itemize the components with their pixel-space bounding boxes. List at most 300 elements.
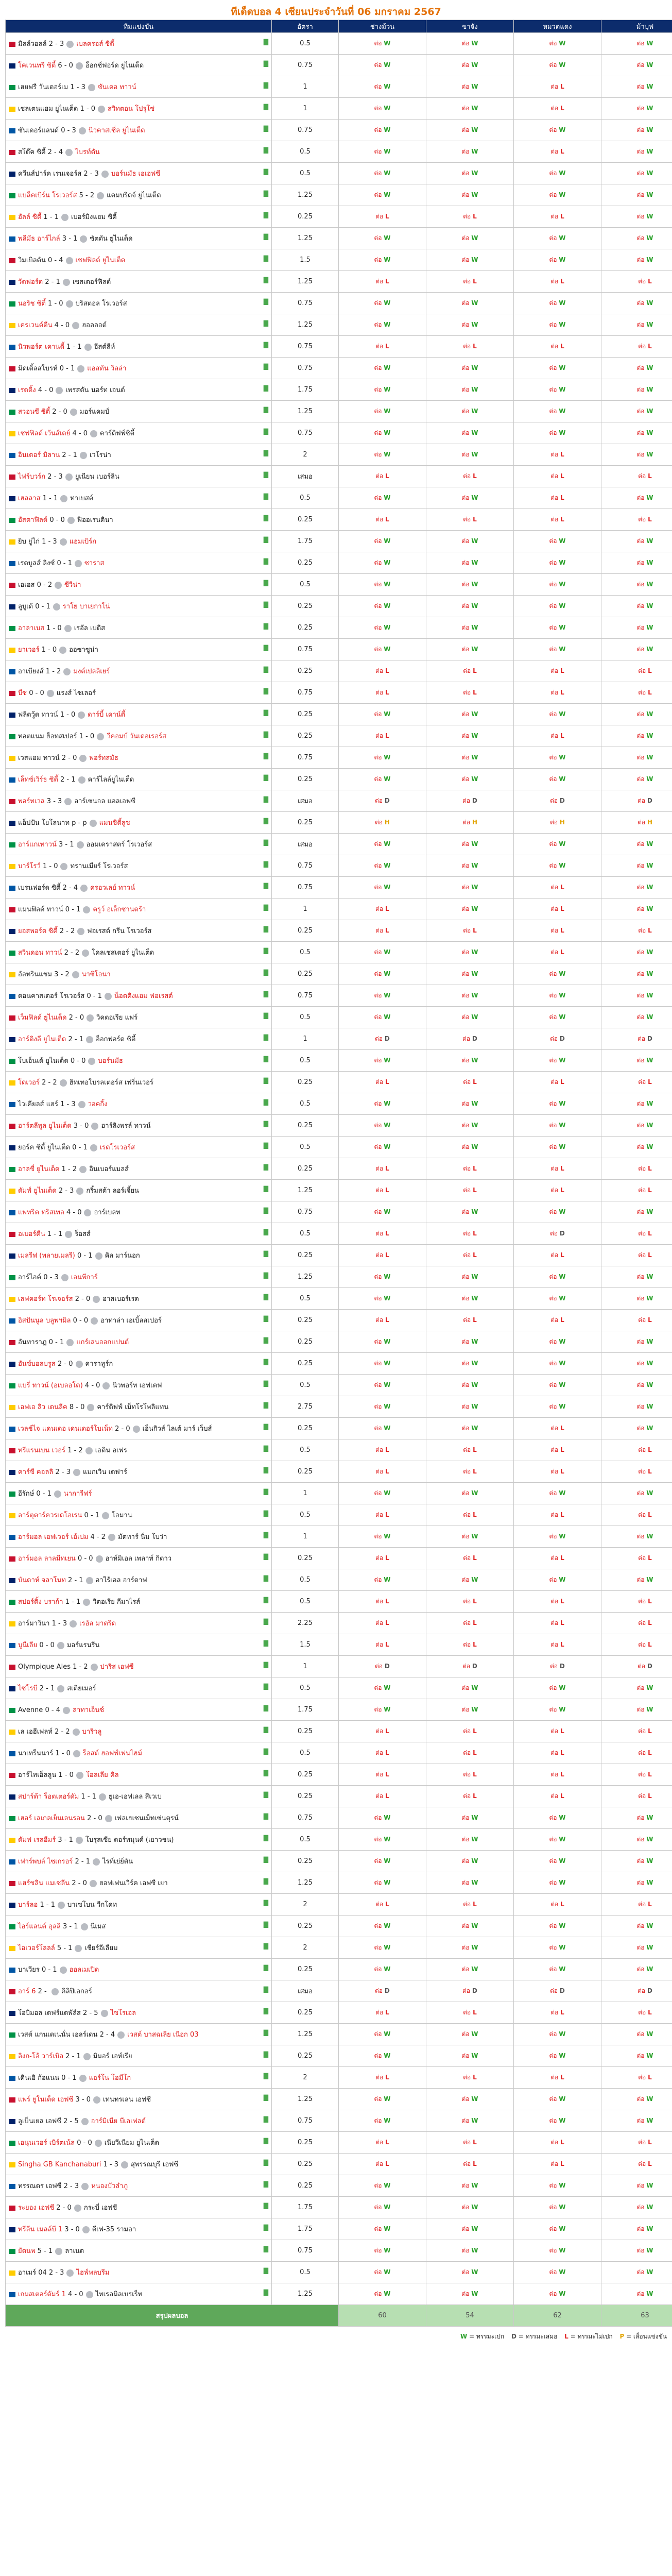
tipster-pick: ต่อ W	[339, 2045, 426, 2067]
tipster-pick: ต่อ L	[426, 509, 514, 531]
stats-chart-icon[interactable]: ▇	[263, 1488, 268, 1495]
away-score: 1	[79, 1036, 84, 1043]
away-team: ออมเคราสตร์ โรเวอร์ส	[86, 841, 152, 849]
stats-chart-icon[interactable]: ▇	[263, 644, 268, 651]
stats-chart-icon[interactable]: ▇	[263, 860, 268, 868]
team-crest-icon	[66, 2269, 74, 2277]
team-crest-icon	[75, 1945, 82, 1952]
pick-result: W	[646, 602, 653, 609]
pick-result: L	[560, 1251, 564, 1259]
pick-result: W	[384, 299, 391, 307]
stats-chart-icon[interactable]: ▇	[263, 103, 268, 110]
pick-result: W	[471, 1489, 478, 1497]
stats-chart-icon[interactable]: ▇	[263, 2224, 268, 2231]
away-score: 1	[47, 1490, 51, 1498]
handicap-rate: 1.25	[272, 2024, 339, 2045]
team-crest-icon	[77, 841, 84, 849]
tipster-pick: ต่อ W	[514, 596, 601, 617]
home-team: ฮัลล์ ซิตี้	[18, 213, 42, 221]
league-flag-icon	[9, 1102, 15, 1107]
stats-chart-icon[interactable]: ▇	[263, 1185, 268, 1192]
pick-result: L	[560, 1792, 564, 1800]
stats-chart-icon[interactable]: ▇	[263, 2180, 268, 2188]
home-score: 2	[61, 754, 66, 762]
stats-chart-icon[interactable]: ▇	[263, 882, 268, 889]
match-cell: เฮอร์ เลเกลเย็นเลนรอน 2 - 0 เฟลเฮเซนเม็ทเซ่นตุรน์ ▇	[6, 1807, 272, 1829]
stats-chart-icon[interactable]: ▇	[263, 557, 268, 565]
league-flag-icon	[9, 1275, 15, 1280]
home-team: ลูบูเด้	[18, 603, 33, 611]
match-cell: ฮัสตาฟิลด์ 0 - 0 ฟิออเรนตินา ▇	[6, 509, 272, 531]
pick-result: W	[384, 1100, 391, 1107]
stats-chart-icon[interactable]: ▇	[263, 449, 268, 456]
summary-total-2: 54	[426, 2305, 514, 2327]
tipster-pick: ต่อ L	[601, 1223, 672, 1245]
stats-chart-icon[interactable]: ▇	[263, 839, 268, 846]
pick-result: W	[559, 364, 566, 371]
tipster-pick: ต่อ L	[339, 1245, 426, 1266]
league-flag-icon	[9, 1059, 15, 1064]
league-flag-icon	[9, 1297, 15, 1302]
stats-chart-icon[interactable]: ▇	[263, 471, 268, 478]
away-team: หนองบัวลำภู	[91, 2182, 128, 2190]
away-team: โอมาน	[112, 1512, 132, 1519]
stats-chart-icon[interactable]: ▇	[263, 2267, 268, 2274]
pick-result: W	[559, 2052, 566, 2059]
tipster-pick: ต่อ W	[426, 1093, 514, 1115]
pick-result: L	[473, 516, 477, 523]
tipster-pick: ต่อ L	[514, 206, 601, 228]
match-cell: เดินเอิ ก้อแนน 0 - 1 แอร์โน โฮมีโก ▇	[6, 2067, 272, 2089]
team-crest-icon	[77, 928, 84, 935]
pick-result: W	[384, 948, 391, 956]
home-score: 2	[42, 1079, 46, 1087]
away-score: 0	[91, 105, 96, 113]
pick-result: L	[648, 343, 652, 350]
pick-result: L	[385, 1165, 389, 1172]
tipster-pick: ต่อ L	[601, 1742, 672, 1764]
pick-result: W	[646, 1814, 653, 1821]
stats-chart-icon[interactable]: ▇	[263, 622, 268, 630]
stats-chart-icon[interactable]: ▇	[263, 536, 268, 543]
tipster-pick: ต่อ W	[426, 184, 514, 206]
stats-chart-icon[interactable]: ▇	[263, 1207, 268, 1214]
stats-chart-icon[interactable]: ▇	[263, 925, 268, 933]
stats-chart-icon[interactable]: ▇	[263, 146, 268, 154]
stats-chart-icon[interactable]: ▇	[263, 817, 268, 824]
stats-chart-icon[interactable]: ▇	[263, 1877, 268, 1885]
table-row	[6, 1050, 672, 1072]
stats-chart-icon[interactable]: ▇	[263, 363, 268, 370]
away-team: คาร์ดิฟฟ์ เม็ทโรโพลิแทน	[97, 1403, 169, 1411]
stats-chart-icon[interactable]: ▇	[263, 1942, 268, 1950]
stats-chart-icon[interactable]: ▇	[263, 233, 268, 240]
stats-chart-icon[interactable]: ▇	[263, 341, 268, 348]
tipster-pick: ต่อ W	[339, 2240, 426, 2262]
stats-chart-icon[interactable]: ▇	[263, 319, 268, 327]
away-team: เชียร์อีเลียม	[84, 1944, 118, 1952]
stats-chart-icon[interactable]: ▇	[263, 1921, 268, 1928]
team-crest-icon	[101, 2010, 108, 2017]
pick-result: W	[471, 126, 478, 133]
team-crest-icon	[76, 1188, 83, 1195]
tipster-pick: ต่อ W	[601, 55, 672, 76]
away-team: ครูว์ อเล็กซานดร้า	[93, 906, 146, 913]
away-team: เรดโรเวอร์ส	[99, 1144, 135, 1151]
stats-chart-icon[interactable]: ▇	[263, 774, 268, 781]
tipster-pick: ต่อ L	[514, 2002, 601, 2024]
tipster-pick: ต่อ L	[339, 271, 426, 293]
team-crest-icon	[84, 344, 92, 351]
team-crest-icon	[76, 1361, 83, 1368]
stats-chart-icon[interactable]: ▇	[263, 947, 268, 954]
stats-chart-icon[interactable]: ▇	[263, 1163, 268, 1171]
match-cell: เล เอฮีเฟลท์ 2 - 2 บาริวลู ▇	[6, 1721, 272, 1742]
stats-chart-icon[interactable]: ▇	[263, 211, 268, 218]
pick-result: W	[471, 1122, 478, 1129]
handicap-rate: 0.25	[272, 1786, 339, 1807]
home-score: 1	[80, 105, 84, 113]
stats-chart-icon[interactable]: ▇	[263, 2029, 268, 2036]
table-row	[6, 2067, 672, 2089]
stats-chart-icon[interactable]: ▇	[263, 1748, 268, 1755]
stats-chart-icon[interactable]: ▇	[263, 38, 268, 45]
tipster-pick: ต่อ L	[514, 1742, 601, 1764]
pick-result: W	[646, 1360, 653, 1367]
tipster-pick: ต่อ L	[514, 899, 601, 920]
tipster-pick: ต่อ W	[339, 1829, 426, 1851]
stats-chart-icon[interactable]: ▇	[263, 1812, 268, 1820]
stats-chart-icon[interactable]: ▇	[263, 990, 268, 997]
stats-chart-icon[interactable]: ▇	[263, 406, 268, 413]
away-score: 1	[92, 1793, 96, 1801]
tipster-pick: ต่อ W	[426, 379, 514, 401]
tipster-pick: ต่อ L	[426, 1310, 514, 1331]
tipster-pick: ต่อ W	[339, 531, 426, 552]
stats-chart-icon[interactable]: ▇	[263, 2137, 268, 2144]
pick-result: W	[384, 862, 391, 869]
stats-chart-icon[interactable]: ▇	[263, 1466, 268, 1473]
table-row	[6, 184, 672, 206]
league-flag-icon	[9, 799, 15, 804]
stats-chart-icon[interactable]: ▇	[263, 1033, 268, 1041]
away-score: 0	[77, 1209, 82, 1216]
pick-result: W	[559, 775, 566, 783]
away-team: แมกเวิน เดฟาร์	[83, 1468, 128, 1476]
tipster-pick: ต่อ W	[601, 1483, 672, 1504]
handicap-rate: 0.75	[272, 985, 339, 1007]
away-team: มิมอร์ เอท์เรีย	[93, 2053, 132, 2060]
stats-chart-icon[interactable]: ▇	[263, 1012, 268, 1019]
stats-chart-icon[interactable]: ▇	[263, 1791, 268, 1798]
stats-chart-icon[interactable]: ▇	[263, 276, 268, 283]
tipster-pick: ต่อ W	[339, 1288, 426, 1310]
league-flag-icon	[9, 2011, 15, 2016]
home-team: เล็ทช์เวิร์ธ ซิตี้	[18, 776, 58, 784]
table-row	[6, 1137, 672, 1158]
stats-chart-icon[interactable]: ▇	[263, 1315, 268, 1322]
match-cell: แพทริค ทริสเทล 4 - 0 อาร์เบลท ▇	[6, 1201, 272, 1223]
stats-chart-icon[interactable]: ▇	[263, 1769, 268, 1776]
tipster-pick: ต่อ W	[601, 1807, 672, 1829]
stats-chart-icon[interactable]: ▇	[263, 795, 268, 803]
home-team: บาร์โรว์	[18, 862, 41, 870]
stats-chart-icon[interactable]: ▇	[263, 1726, 268, 1733]
match-cell: Avenne 0 - 4 ลาทาเอ็นซ์ ▇	[6, 1699, 272, 1721]
pick-result: W	[384, 1489, 391, 1497]
home-team: เลฟคอร์ท โรเจอร์ส	[18, 1295, 73, 1303]
tipster-pick: ต่อ W	[339, 1266, 426, 1288]
tipster-pick: ต่อ W	[426, 1115, 514, 1137]
stats-chart-icon[interactable]: ▇	[263, 125, 268, 132]
team-crest-icon	[60, 1967, 67, 1974]
handicap-rate: 0.75	[272, 639, 339, 660]
pick-result: W	[559, 646, 566, 653]
tipster-pick: ต่อ W	[514, 1872, 601, 1894]
handicap-rate: 0.75	[272, 422, 339, 444]
team-crest-icon	[75, 560, 82, 567]
league-flag-icon	[9, 345, 15, 350]
tipster-pick: ต่อ W	[514, 228, 601, 249]
stats-chart-icon[interactable]: ▇	[263, 514, 268, 521]
stats-chart-icon[interactable]: ▇	[263, 904, 268, 911]
tipster-pick: ต่อ W	[426, 2218, 514, 2240]
stats-chart-icon[interactable]: ▇	[263, 1142, 268, 1149]
away-team: ฟอเรสต์ กรีน โรเวอร์ส	[87, 927, 152, 935]
stats-chart-icon[interactable]: ▇	[263, 1293, 268, 1300]
home-team: ไวเคียลส์ แฮร์	[18, 1100, 58, 1108]
stats-chart-icon[interactable]: ▇	[263, 60, 268, 67]
stats-chart-icon[interactable]: ▇	[263, 2159, 268, 2166]
stats-chart-icon[interactable]: ▇	[263, 190, 268, 197]
pick-result: W	[384, 710, 391, 718]
tipster-pick: ต่อ W	[426, 358, 514, 379]
stats-chart-icon[interactable]: ▇	[263, 1077, 268, 1084]
league-flag-icon	[9, 2292, 15, 2297]
stats-chart-icon[interactable]: ▇	[263, 2289, 268, 2296]
tipster-pick: ต่อ L	[514, 1072, 601, 1093]
league-flag-icon	[9, 1513, 15, 1518]
home-score: 1	[81, 1793, 85, 1801]
stats-chart-icon[interactable]: ▇	[263, 1704, 268, 1711]
stats-chart-icon[interactable]: ▇	[263, 2245, 268, 2252]
away-team: แฮมเบิร์ก	[69, 538, 97, 546]
stats-chart-icon[interactable]: ▇	[263, 1964, 268, 1971]
league-flag-icon	[9, 583, 15, 588]
pick-result: W	[646, 1403, 653, 1410]
home-team: มิลล์วอลล์	[18, 40, 47, 48]
stats-chart-icon[interactable]: ▇	[263, 579, 268, 586]
stats-chart-icon[interactable]: ▇	[263, 1683, 268, 1690]
tipster-pick: ต่อ L	[426, 1634, 514, 1656]
league-flag-icon	[9, 691, 15, 696]
handicap-rate: 0.5	[272, 1829, 339, 1851]
stats-chart-icon[interactable]: ▇	[263, 1098, 268, 1106]
home-score: 2	[52, 408, 57, 416]
tipster-pick: ต่อ W	[514, 2262, 601, 2283]
table-row	[6, 682, 672, 704]
match-cell: อาร์ดิงลี ยูไนเต็ด 2 - 1 อ็อกฟอร์ด ซิตี้ ▇	[6, 1028, 272, 1050]
pick-result: L	[560, 148, 564, 155]
pick-result: L	[560, 884, 564, 891]
table-row	[6, 1180, 672, 1201]
stats-chart-icon[interactable]: ▇	[263, 493, 268, 500]
tipster-pick: ต่อ L	[339, 2002, 426, 2024]
pick-result: W	[471, 191, 478, 198]
stats-chart-icon[interactable]: ▇	[263, 1358, 268, 1365]
pick-result: W	[559, 1489, 566, 1497]
tipster-pick: ต่อ W	[514, 1829, 601, 1851]
stats-chart-icon[interactable]: ▇	[263, 1834, 268, 1841]
pick-result: W	[384, 408, 391, 415]
stats-chart-icon[interactable]: ▇	[263, 1639, 268, 1647]
stats-chart-icon[interactable]: ▇	[263, 2007, 268, 2014]
stats-chart-icon[interactable]: ▇	[263, 1120, 268, 1127]
stats-chart-icon[interactable]: ▇	[263, 1336, 268, 1344]
pick-result: L	[560, 2139, 564, 2146]
tipster-pick: ต่อ H	[514, 812, 601, 834]
stats-chart-icon[interactable]: ▇	[263, 1618, 268, 1625]
tipster-pick: ต่อ D	[514, 790, 601, 812]
table-row	[6, 33, 672, 55]
stats-chart-icon[interactable]: ▇	[263, 168, 268, 175]
pick-result: L	[648, 2160, 652, 2167]
pick-result: W	[384, 1273, 391, 1280]
match-cell: ไซโรบี 2 - 1 สเตียเมอร์ ▇	[6, 1677, 272, 1699]
tipster-pick: ต่อ W	[339, 1115, 426, 1137]
stats-chart-icon[interactable]: ▇	[263, 2202, 268, 2209]
stats-chart-icon[interactable]: ▇	[263, 1899, 268, 1906]
tipster-pick: ต่อ L	[601, 1764, 672, 1786]
stats-chart-icon[interactable]: ▇	[263, 1272, 268, 1279]
pick-result: L	[473, 2009, 477, 2016]
stats-chart-icon[interactable]: ▇	[263, 1510, 268, 1517]
stats-chart-icon[interactable]: ▇	[263, 709, 268, 716]
home-team: เฮอร์ เลเกลเย็นเลนรอน	[18, 1815, 85, 1822]
stats-chart-icon[interactable]: ▇	[263, 1531, 268, 1538]
away-score: 3	[74, 2182, 79, 2190]
match-cell: ทรีแรนเบน เวอร์ 1 - 2 เอดิน อเฟร ▇	[6, 1439, 272, 1461]
table-row	[6, 1851, 672, 1872]
pick-result: W	[384, 840, 391, 848]
team-crest-icon	[95, 2140, 102, 2147]
match-cell: ยอสพอร์ต ซิตี้ 2 - 2 ฟอเรสต์ กรีน โรเวอร์ส ▇	[6, 920, 272, 942]
tipster-pick: ต่อ W	[339, 379, 426, 401]
stats-chart-icon[interactable]: ▇	[263, 1553, 268, 1560]
stats-chart-icon[interactable]: ▇	[263, 1856, 268, 1863]
pick-result: W	[471, 1814, 478, 1821]
tipster-pick: ต่อ W	[601, 1526, 672, 1548]
league-flag-icon	[9, 2206, 15, 2211]
pick-result: W	[471, 1208, 478, 1215]
tipster-pick: ต่อ W	[514, 747, 601, 769]
tipster-pick: ต่อ L	[426, 1764, 514, 1786]
stats-chart-icon[interactable]: ▇	[263, 601, 268, 608]
stats-chart-icon[interactable]: ▇	[263, 2094, 268, 2101]
match-cell: อาร์มอล เอฟเวอร์ เฮ้เปม 4 - 2 มัตทาร์ นิ่ม โบว่า ▇	[6, 1526, 272, 1548]
stats-chart-icon[interactable]: ▇	[263, 1596, 268, 1603]
away-score: 1	[46, 603, 50, 611]
stats-chart-icon[interactable]: ▇	[263, 298, 268, 305]
pick-result: W	[384, 1013, 391, 1021]
stats-chart-icon[interactable]: ▇	[263, 255, 268, 262]
pick-result: W	[646, 646, 653, 653]
stats-chart-icon[interactable]: ▇	[263, 1574, 268, 1582]
tipster-pick: ต่อ W	[426, 552, 514, 574]
table-row	[6, 1266, 672, 1288]
pick-result: W	[646, 1122, 653, 1129]
stats-chart-icon[interactable]: ▇	[263, 1986, 268, 1993]
table-row	[6, 725, 672, 747]
home-score: 1	[60, 1100, 65, 1108]
stats-chart-icon[interactable]: ▇	[263, 1661, 268, 1668]
handicap-rate: 1.25	[272, 271, 339, 293]
stats-chart-icon[interactable]: ▇	[263, 81, 268, 89]
stats-chart-icon[interactable]: ▇	[263, 2072, 268, 2079]
tipster-pick: ต่อ W	[601, 834, 672, 855]
pick-result: W	[559, 1879, 566, 1886]
stats-chart-icon[interactable]: ▇	[263, 428, 268, 435]
home-score: 2	[57, 1360, 62, 1368]
team-crest-icon	[54, 1490, 61, 1498]
handicap-rate: 0.75	[272, 293, 339, 314]
stats-chart-icon[interactable]: ▇	[263, 969, 268, 976]
tipster-pick: ต่อ L	[514, 942, 601, 963]
tipster-pick: ต่อ W	[426, 1050, 514, 1072]
stats-chart-icon[interactable]: ▇	[263, 1445, 268, 1452]
away-team: ซาราส	[84, 560, 105, 567]
stats-chart-icon[interactable]: ▇	[263, 752, 268, 759]
away-score: 0	[83, 1317, 89, 1325]
tipster-pick: ต่อ W	[339, 834, 426, 855]
stats-chart-icon[interactable]: ▇	[263, 1228, 268, 1235]
pick-result: W	[559, 256, 566, 263]
handicap-rate: 1	[272, 1526, 339, 1548]
stats-chart-icon[interactable]: ▇	[263, 1401, 268, 1409]
tipster-pick: ต่อ L	[514, 1764, 601, 1786]
pick-result: L	[560, 2009, 564, 2016]
tipster-pick: ต่อ W	[339, 855, 426, 877]
tipster-pick: ต่อ W	[339, 2197, 426, 2218]
team-crest-icon	[66, 41, 74, 48]
home-score: 2	[99, 2031, 104, 2039]
stats-chart-icon[interactable]: ▇	[263, 2050, 268, 2058]
stats-chart-icon[interactable]: ▇	[263, 1380, 268, 1387]
tipster-pick: ต่อ L	[339, 660, 426, 682]
tipster-pick: ต่อ H	[601, 812, 672, 834]
stats-chart-icon[interactable]: ▇	[263, 666, 268, 673]
team-crest-icon	[73, 1750, 80, 1757]
tipster-pick: ต่อ L	[339, 1721, 426, 1742]
away-team: ลาทาเอ็นซ์	[72, 1706, 105, 1714]
stats-chart-icon[interactable]: ▇	[263, 687, 268, 694]
stats-chart-icon[interactable]: ▇	[263, 384, 268, 392]
stats-chart-icon[interactable]: ▇	[263, 2115, 268, 2123]
stats-chart-icon[interactable]: ▇	[263, 731, 268, 738]
tipster-pick: ต่อ W	[514, 1937, 601, 1959]
tipster-pick: ต่อ L	[601, 2067, 672, 2089]
stats-chart-icon[interactable]: ▇	[263, 1250, 268, 1257]
tipster-pick: ต่อ W	[339, 1937, 426, 1959]
stats-chart-icon[interactable]: ▇	[263, 1423, 268, 1430]
stats-chart-icon[interactable]: ▇	[263, 1055, 268, 1062]
team-crest-icon	[60, 495, 67, 502]
away-team: อินเบอร์แมลส์	[89, 1165, 129, 1173]
pick-result: W	[384, 1122, 391, 1129]
pick-result: W	[646, 170, 653, 177]
match-cell: อาลาเบส 1 - 0 เรอัล เบติส ▇	[6, 617, 272, 639]
tipster-pick: ต่อ D	[339, 1980, 426, 2002]
